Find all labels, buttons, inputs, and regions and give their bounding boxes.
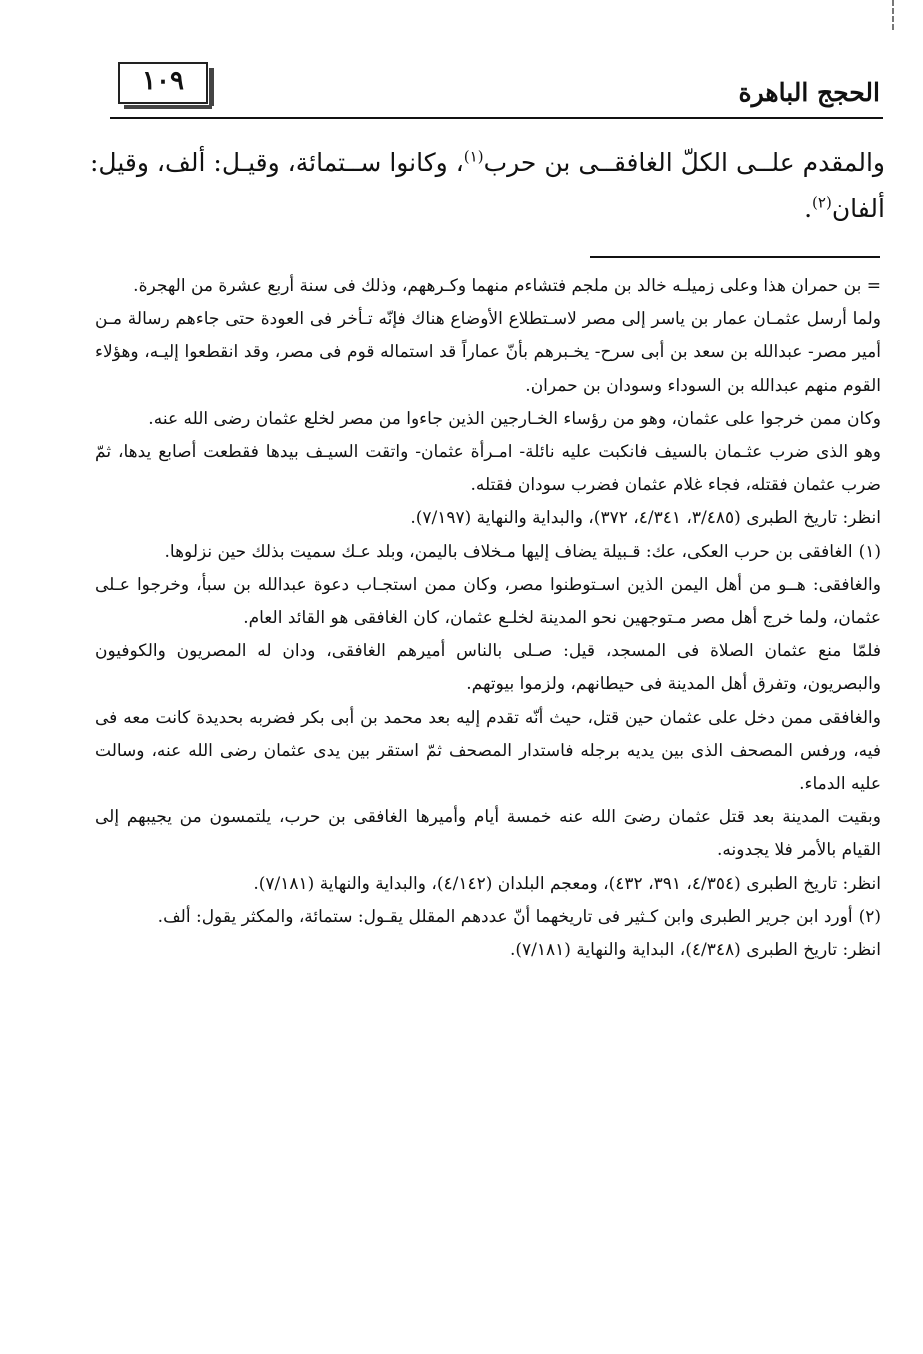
footnote-paragraph: انظر: تاريخ الطبرى (٣/٤٨٥، ٤/٣٤١، ٣٧٢)، والبداية والنهاية (٧/١٩٧). [410, 508, 881, 529]
footnote-paragraph: وبقيت المدينة بعد قتل عثمان رضىَ الله عنه خمسة أيام وأميرها الغافقى بن حرب، يلتمسون من يجيبهم إلى القيام بالأمر فلا يجدونه. [95, 807, 881, 861]
footnote-paragraph: ولما أرسل عثمـان عمار بن ياسر إلى مصر لاسـتطلاع الأوضاع هناك فإنّه تـأخر فى العودة حتى جاءهم رسالة مـن أمير مصر- عبدالله بن سعد بن أبى سرح- يخـبرهم بأنّ عماراً قد استماله قوم فى مصر، وقد انقطعوا إليـه، وهؤلاء القوم منهم عبدالله بن السوداء وسودان بن حمران. [95, 309, 881, 396]
main-text [90, 140, 885, 232]
main-text-part: . [804, 194, 813, 223]
page-number: ١٠٩ [142, 66, 184, 96]
running-head: الحجج الباهرة [738, 78, 880, 107]
footnotes [95, 270, 881, 967]
page-number-box [118, 62, 208, 104]
footnote-2 [95, 901, 881, 934]
footnote-paragraph: انظر: تاريخ الطبرى (٤/٣٤٨)، البداية والنهاية (٧/١٨١). [509, 940, 881, 961]
footnote-paragraph: الغافقى بن حرب العكى، عك: قـبيلة يضاف إليها مـخلاف باليمن، وبلد عـك سميت بذلك حين نزلوها. [164, 541, 853, 562]
footnote-paragraph: فلمّا منع عثمان الصلاة فى المسجد، قيل: صـلى بالناس أميرهم الغافقى، ودان له المصريون والكوفيون والبصريون، وتفرق أهل المدينة فى حيطانهم، ولزموا بيوتهم. [95, 641, 881, 695]
footnote-paragraph: والغافقى ممن دخل على عثمان حين قتل، حيث أنّه تقدم إليه بعد محمد بن أبى بكر فضربه بحديدة كانت معه فى فيه، ورفس المصحف الذى بين يديه برجله فاستدار المصحف ثمّ استقر بين يدى عثمان رضى الله عنه، وسالت عليه الدماء. [95, 707, 881, 795]
footnote-paragraph: انظر: تاريخ الطبرى (٤/٣٥٤، ٣٩١، ٤٣٢)، ومعجم البلدان (٤/١٤٢)، والبداية والنهاية (٧/١٨١). [253, 873, 881, 894]
footnote-paragraph: وكان ممن خرجوا على عثمان، وهو من رؤساء الخـارجين الذين جاءوا من مصر لخلع عثمان رضى الله عنه. [148, 408, 881, 429]
footnote-ref-2: (٢) [812, 193, 832, 212]
scan-edge-mark [878, 0, 894, 30]
footnote-paragraph: أورد ابن جرير الطبرى وابن كـثير فى تاريخهما أنّ عددهم المقلل يقـول: ستمائة، والمكثر يقول: ألف. [157, 906, 853, 927]
main-text-part: ، وكانوا ســتمائة، وقيـل: ألف، وقيل: ألفان [90, 148, 885, 223]
footnote-1 [95, 536, 881, 569]
main-text-part: والمقدم علــى الكلّ الغافقــى بن حرب [483, 148, 885, 177]
footnote-paragraph: والغافقى: هــو من أهل اليمن الذين اسـتوطنوا مصر، وكان ممن استجـاب دعوة عبدالله بن سبأ، وخرجوا عـلى عثمان، ولما خرج أهل مصر مـتوجهين نحو المدينة لخلـع عثمان، كان الغافقى هو القائد العام. [95, 574, 881, 629]
footnote-paragraph: وهو الذى ضرب عثـمان بالسيف فانكبت عليه نائلة- امـرأة عثمان- واتقت السيـف بيدها فقطعت أصابع يدها، ثمّ ضرب عثمان فقتله، فجاء غلام عثمان فضرب سودان فقتله. [95, 442, 881, 496]
header-rule [110, 117, 883, 119]
footnote-2-marker: (٢) [858, 906, 881, 927]
footnote-paragraph: = بن حمران هذا وعلى زميلـه خالد بن ملجم فتشاءم منهما وكـرههم، وذلك فى سنة أربع عشرة من الهجرة. [133, 276, 881, 296]
footnote-1-marker: (١) [858, 541, 881, 562]
footnotes-rule [590, 256, 880, 258]
footnote-ref-1: (١) [463, 147, 484, 166]
